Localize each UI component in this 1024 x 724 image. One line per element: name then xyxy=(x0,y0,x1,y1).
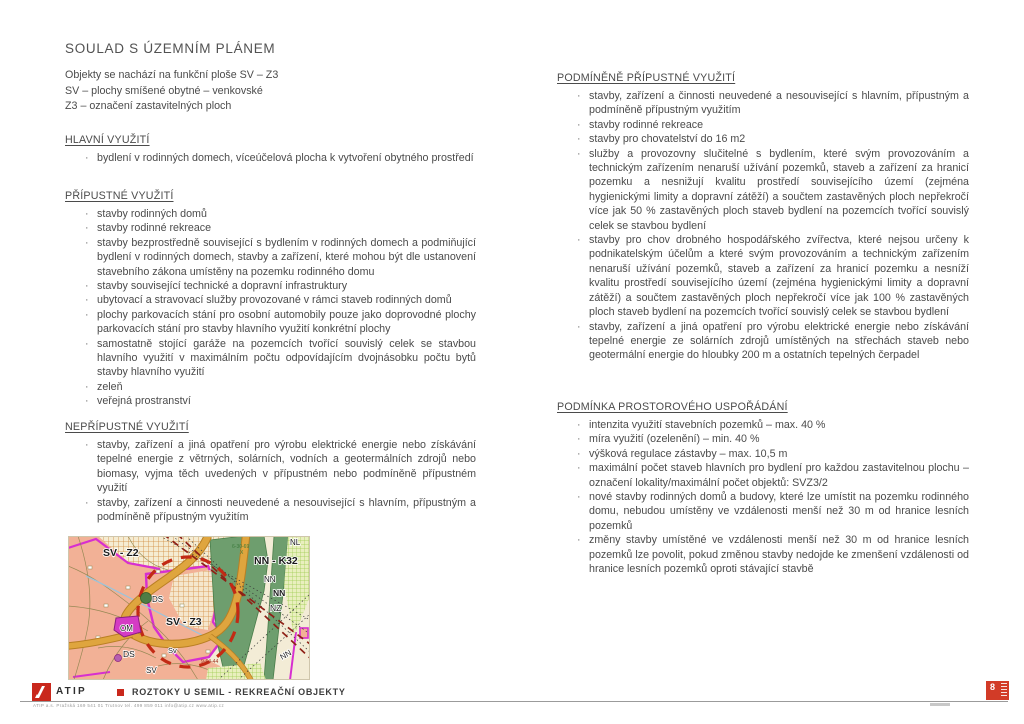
bullet-icon: · xyxy=(85,208,89,220)
list-item xyxy=(557,132,969,146)
list-item-text: stavby rodinných domů xyxy=(97,208,207,220)
list-item-text: stavby pro chov drobného hospodářského zvířectva, které nejsou určeny k podnikatelským účelům a které svým provozováním a technickým zařízením nenaruší užívání pozemků, staveb a zařízení za hranicí pozemku a nesníží kvalitu prostředí souvisejícího území (zejména hygienickými limity a dopravní zátěží) a součtem zastavěných ploch nepřekročí více jak 100 % zastavěných ploch staveb bydlení na pozemcích tvořící souvislý celek se stavbou bydlení xyxy=(589,234,969,319)
list-item xyxy=(557,461,969,490)
bullet-icon: · xyxy=(85,236,89,249)
list-item xyxy=(65,207,476,221)
bullet-icon: · xyxy=(577,447,581,460)
section-podminene-pripustne-vyuziti xyxy=(557,72,969,363)
section-heading: PŘÍPUSTNÉ VYUŽITÍ xyxy=(65,190,174,202)
bullet-icon: · xyxy=(577,419,581,431)
list-item xyxy=(557,447,969,461)
bullet-list xyxy=(557,89,969,363)
map-label-svz2: SV - Z2 xyxy=(103,547,139,559)
list-item xyxy=(65,279,476,293)
map-marker-small xyxy=(115,655,122,662)
bullet-icon: · xyxy=(577,133,581,146)
bullet-icon: · xyxy=(85,380,89,393)
bullet-icon: · xyxy=(85,496,89,509)
brand-separator-icon xyxy=(117,689,124,696)
list-item xyxy=(65,221,476,235)
list-item-text: služby a provozovny slučitelné s bydlením, které svým provozováním a technickým zařízením nenaruší užívání pozemků, staveb a zařízení za hranicí pozemku a nesnižují kvalitu prostředí souvisejícího území (zejména hygienickými limity a dopravní zátěží) a součtem zastavěných ploch nepřekročí více jak 50 % zastavěných ploch staveb bydlení na pozemcích tvořící souvislý celek se stavbou bydlení xyxy=(589,147,969,232)
zoning-map-image xyxy=(68,536,310,680)
section-heading: PODMÍNKA PROSTOROVÉHO USPOŘÁDÁNÍ xyxy=(557,401,788,413)
bullet-icon: · xyxy=(577,147,581,160)
list-item-text: stavby, zařízení a jiná opatření pro výrobu elektrické energie nebo získávání tepelné energie z větrných, solárních, vodních a geotermálních zdrojů nebo biomasy, vyjma těch uvedených v přípustném nebo podmíněně přípustném využití xyxy=(97,439,476,495)
bullet-icon: · xyxy=(577,534,581,547)
bullet-icon: · xyxy=(85,294,89,307)
bullet-icon: · xyxy=(85,308,89,321)
bullet-icon: · xyxy=(85,439,89,451)
list-item-text: stavby, zařízení a jiná opatření pro výrobu elektrické energie nebo získávání tepelné energie ze solárních zdrojů umístěných na střechách staveb nebo geotermální energie do hloubky 200 m a ostatních tepelných čerpadel xyxy=(589,320,969,362)
bullet-list xyxy=(65,207,476,409)
list-item-text: stavby, zařízení a činnosti neuvedené a nesouvisející s hlavním, přípustným a podmíněně přípustným využitím xyxy=(589,90,969,117)
atip-logo-icon xyxy=(32,683,51,701)
map-label-nl: NL xyxy=(290,538,301,547)
list-item xyxy=(557,432,969,446)
bullet-icon: · xyxy=(85,152,89,164)
bullet-icon: · xyxy=(85,337,89,350)
bullet-icon: · xyxy=(577,90,581,102)
intro-paragraph xyxy=(65,70,476,117)
intro-line: Objekty se nachází na funkční ploše SV – Z3 xyxy=(65,69,279,81)
list-item xyxy=(65,496,476,525)
map-code-green: 6-30-69 xyxy=(232,544,250,550)
bullet-icon: · xyxy=(85,280,89,293)
list-item-text: maximální počet staveb hlavních pro bydlení pro každou zastavitelnou plochu – označení lokality/maximální počet objektů: SVZ3/2 xyxy=(589,462,969,489)
bullet-icon: · xyxy=(85,395,89,408)
project-title: ROZTOKY U SEMIL - REKREAČNÍ OBJEKTY xyxy=(132,687,346,697)
list-item-text: změny stavby umístěné ve vzdálenosti menší než 30 m od hranice lesních pozemků lze povolit, pokud změnou stavby nedojde ke zmenšení vzdálenosti od hranice lesních pozemků oproti stávající stavbě xyxy=(589,534,969,576)
bullet-icon: · xyxy=(577,118,581,131)
intro-line: Z3 – označení zastavitelných ploch xyxy=(65,100,232,113)
bullet-list xyxy=(65,151,476,165)
section-nepripustne-vyuziti xyxy=(65,421,476,524)
map-label-ds1: DS xyxy=(152,595,164,604)
bullet-icon: · xyxy=(577,320,581,333)
list-item-text: výšková regulace zástavby – max. 10,5 m xyxy=(589,447,788,460)
bullet-icon: · xyxy=(85,222,89,235)
map-code-red: 9-64-44 xyxy=(201,659,219,665)
list-item xyxy=(65,308,476,337)
section-pripustne-vyuziti xyxy=(65,190,476,409)
list-item xyxy=(65,438,476,496)
map-label-nz: NZ xyxy=(270,603,282,613)
list-item-text: bydlení v rodinných domech, víceúčelová plocha k vytvoření obytného prostředí xyxy=(97,152,474,164)
brand-name: ATIP xyxy=(56,686,87,697)
list-item-text: stavby rodinné rekreace xyxy=(589,118,704,131)
list-item xyxy=(557,533,969,576)
bullet-icon: · xyxy=(577,491,581,504)
list-item xyxy=(557,233,969,319)
list-item xyxy=(557,89,969,118)
list-item xyxy=(65,236,476,279)
map-label-sv-bottom: SV xyxy=(146,666,157,675)
list-item-text: stavby související technické a dopravní infrastruktury xyxy=(97,280,348,293)
section-heading: NEPŘÍPUSTNÉ VYUŽITÍ xyxy=(65,421,189,433)
section-podminka-prostoroveho-usporadani xyxy=(557,401,969,576)
list-item-text: stavby pro chovatelství do 16 m2 xyxy=(589,133,746,146)
list-item xyxy=(65,293,476,307)
list-item xyxy=(65,380,476,394)
page-number-badge xyxy=(986,681,1009,700)
map-label-sv-small: Sv xyxy=(168,646,177,655)
map-label-nn1: NN xyxy=(264,575,276,584)
bullet-icon: · xyxy=(577,433,581,446)
list-item-text: samostatně stojící garáže na pozemcích tvořící souvislý celek se stavbou hlavního využití v maximálním počtu odpovídajícím dvojnásobku počtu bytů stavby hlavního využití xyxy=(97,337,476,379)
list-item-text: stavby bezprostředně související s bydlením v rodinných domech a podmiňující bydlení v rodinných domech, stavby a zařízení, které mohou být dle ustanovení stavebního zákona umístěny na pozemku rodinného domu xyxy=(97,236,476,278)
company-address: ATIP a.s. Pražská 169 541 01 Trutnov tel. 499 859 011 info@atip.cz www.atip.cz xyxy=(33,703,225,708)
list-item xyxy=(65,337,476,380)
list-item xyxy=(557,418,969,432)
list-item xyxy=(557,490,969,533)
page-title: SOULAD S ÚZEMNÍM PLÁNEM xyxy=(65,41,276,56)
badge-stripes-icon xyxy=(1001,683,1007,698)
list-item-text: nové stavby rodinných domů a budovy, které lze umístit na pozemku rodinného domu, nebudou umístěny ve vzdálenosti menší než 30 m od hranice lesních pozemků xyxy=(589,491,969,532)
bullet-icon: · xyxy=(577,234,581,247)
list-item xyxy=(65,151,476,165)
footer-divider xyxy=(20,701,1008,702)
map-label-nnk32: NN - K32 xyxy=(254,555,298,567)
bullet-icon: · xyxy=(577,462,581,475)
list-item-text: ubytovací a stravovací služby provozované v rámci staveb rodinných domů xyxy=(97,294,452,307)
list-item-text: stavby, zařízení a činnosti neuvedené a nesouvisející s hlavním, přípustným a podmíněně přípustným využitím xyxy=(97,496,476,524)
map-label-om: OM xyxy=(120,624,133,633)
list-item-text: intenzita využití stavebních pozemků – max. 40 % xyxy=(589,419,826,431)
section-hlavni-vyuziti xyxy=(65,134,476,165)
list-item-text: plochy parkovacích stání pro osobní automobily pouze jako doprovodné plochy parkovacích stání pro stavby hlavního využití konkrétní plochy xyxy=(97,308,476,336)
map-label-svz3: SV - Z3 xyxy=(166,616,202,628)
map-label-nn3: NN xyxy=(278,648,294,662)
list-item-text: míra využití (ozelenění) – min. 40 % xyxy=(589,433,760,446)
list-item-text: stavby rodinné rekreace xyxy=(97,222,212,235)
bullet-list xyxy=(65,438,476,524)
list-item-text: veřejná prostranství xyxy=(97,395,191,408)
map-marker-ds xyxy=(141,593,152,604)
list-item-text: zeleň xyxy=(97,380,123,393)
map-label-nn2: NN xyxy=(273,588,286,598)
list-item xyxy=(557,147,969,233)
section-heading: HLAVNÍ VYUŽITÍ xyxy=(65,134,150,146)
footer-mark xyxy=(930,703,950,706)
bullet-list xyxy=(557,418,969,576)
section-heading: PODMÍNĚNĚ PŘÍPUSTNÉ VYUŽITÍ xyxy=(557,72,736,84)
page-number: 8 xyxy=(990,682,996,692)
list-item xyxy=(65,394,476,408)
zoning-map xyxy=(68,536,310,680)
map-label-ds2: DS xyxy=(123,649,135,659)
map-code-green-x: X xyxy=(240,550,244,556)
list-item xyxy=(557,118,969,132)
list-item xyxy=(557,320,969,363)
intro-line: SV – plochy smíšené obytné – venkovské xyxy=(65,84,263,97)
